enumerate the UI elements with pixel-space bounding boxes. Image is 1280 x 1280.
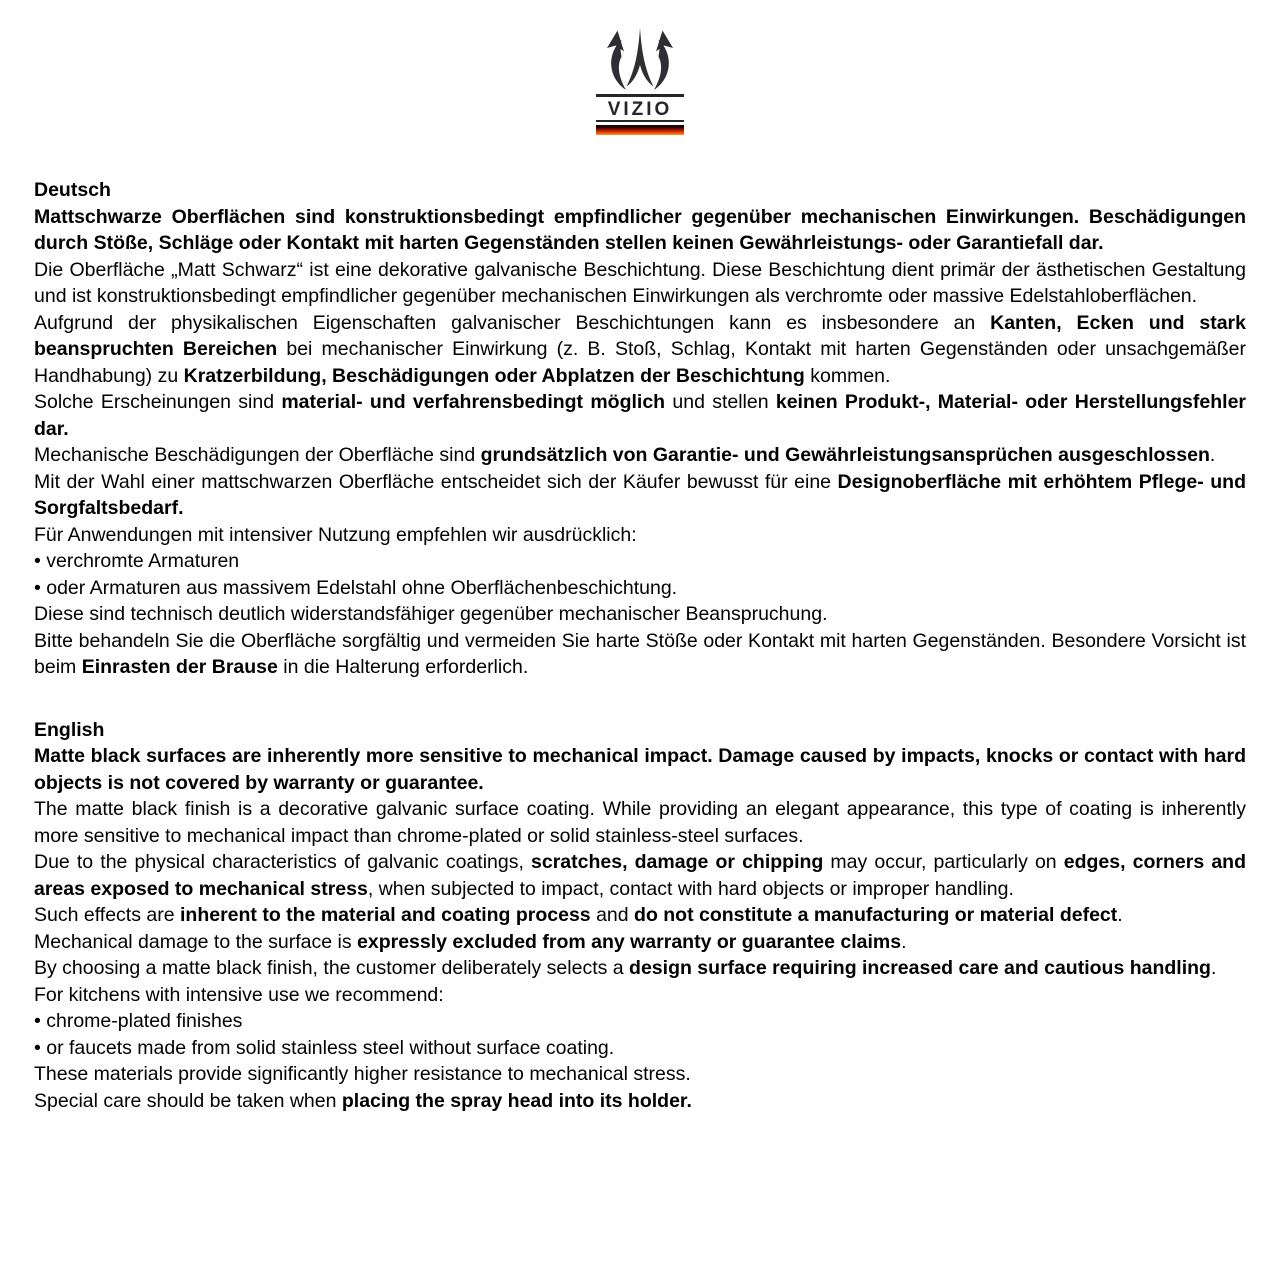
text-run: Die Oberfläche „Matt Schwarz“ ist eine dekorative galvanische Beschichtung. Diese Beschichtung dient primär der ästhetischen Gestaltung und ist konstruktionsbedingt empfindlicher gegenüber mechanischen Einwirkungen als verchromte oder massive Edelstahloberflächen. xyxy=(34,258,1246,307)
paragraph xyxy=(34,1035,1246,1062)
text-run: in die Halterung erforderlich. xyxy=(277,656,529,678)
paragraph xyxy=(34,628,1246,681)
bold-text-run: Designoberfläche mit erhöhtem Pflege- und Sorgfaltsbedarf. xyxy=(34,470,1246,519)
paragraph xyxy=(34,442,1246,469)
bold-text-run: Kratzerbildung, Beschädigungen oder Abplatzen der Beschichtung xyxy=(183,364,805,387)
text-run: • chrome-plated finishes xyxy=(34,1010,243,1032)
bold-text-run: grundsätzlich von Garantie- und Gewährleistungsansprüchen ausgeschlossen xyxy=(480,444,1210,466)
text-run: bei mechanischer Einwirkung (z. B. Stoß, Schlag, Kontakt mit harten Gegenständen oder unsachgemäßer Handhabung) zu xyxy=(34,338,1246,387)
text-run: Mechanische Beschädigungen der Oberfläche sind xyxy=(34,444,481,466)
text-run: • verchromte Armaturen xyxy=(34,550,240,572)
document-sections xyxy=(0,177,1280,1114)
bold-text-run: keinen Produkt-, Material- oder Herstellungsfehler dar. xyxy=(34,391,1247,440)
paragraph xyxy=(34,982,1246,1009)
bold-text-run: Kanten, Ecken und stark beanspruchten Bereichen xyxy=(34,311,1246,360)
bold-text-run: Einrasten der Brause xyxy=(81,656,278,678)
bold-text-run: design surface requiring increased care and cautious handling xyxy=(629,957,1211,979)
text-run: kommen. xyxy=(804,364,891,387)
text-run: Aufgrund der physikalischen Eigenschaften galvanischer Beschichtungen kann es insbesondere an xyxy=(34,311,991,334)
text-run: Due to the physical characteristics of galvanic coatings, xyxy=(34,851,532,873)
bold-text-run: inherent to the material and coating process xyxy=(179,904,591,926)
text-run: Such effects are xyxy=(34,904,180,926)
section-heading: English xyxy=(34,718,105,741)
text-run: Für Anwendungen mit intensiver Nutzung empfehlen wir ausdrücklich: xyxy=(34,523,637,546)
bold-text-run: material- und verfahrensbedingt möglich xyxy=(281,391,666,413)
paragraph xyxy=(34,929,1246,956)
paragraph xyxy=(34,1008,1246,1035)
text-run: Diese sind technisch deutlich widerstandsfähiger gegenüber mechanischer Beanspruchung. xyxy=(34,603,828,625)
brand-logo xyxy=(595,28,685,135)
text-run: These materials provide significantly higher resistance to mechanical stress. xyxy=(34,1063,691,1085)
bold-text-run: placing the spray head into its holder. xyxy=(341,1089,692,1112)
paragraph xyxy=(34,389,1246,442)
crown-trident-icon xyxy=(596,28,684,94)
paragraph xyxy=(34,257,1246,310)
paragraph xyxy=(34,548,1246,575)
text-run: may occur, particularly on xyxy=(823,851,1064,873)
text-run: Bitte behandeln Sie die Oberfläche sorgfältig und vermeiden Sie harte Stöße oder Kontakt mit harten Gegenständen. Besondere Vorsicht ist beim xyxy=(34,629,1246,678)
text-run: • oder Armaturen aus massivem Edelstahl ohne Oberflächenbeschichtung. xyxy=(34,576,678,599)
text-run: The matte black finish is a decorative galvanic surface coating. While providing an elegant appearance, this type of coating is inherently more sensitive to mechanical impact than chrome-plated or solid stainless-steel surfaces. xyxy=(34,798,1246,847)
bold-text-run: do not constitute a manufacturing or material defect xyxy=(634,904,1118,926)
text-run: Solche Erscheinungen sind xyxy=(34,391,282,413)
paragraph xyxy=(34,522,1246,549)
paragraph xyxy=(34,204,1246,257)
bold-text-run: expressly excluded from any warranty or guarantee claims xyxy=(357,930,902,953)
paragraph xyxy=(34,1088,1246,1115)
text-run: For kitchens with intensive use we recommend: xyxy=(34,983,444,1006)
text-run: Mechanical damage to the surface is xyxy=(34,930,358,953)
paragraph xyxy=(34,955,1246,982)
bold-text-run: scratches, damage or chipping xyxy=(531,851,824,873)
text-run: • or faucets made from solid stainless steel without surface coating. xyxy=(34,1036,615,1059)
paragraph xyxy=(34,310,1246,390)
text-run: . xyxy=(1210,957,1217,979)
paragraph xyxy=(34,601,1246,628)
brand-wordmark: VIZIO xyxy=(596,94,684,122)
text-run: and xyxy=(590,904,635,926)
paragraph xyxy=(34,469,1246,522)
paragraph xyxy=(34,743,1246,796)
paragraph xyxy=(34,1061,1246,1088)
paragraph xyxy=(34,796,1246,849)
text-run: Special care should be taken when xyxy=(34,1089,342,1112)
bold-text-run: Matte black surfaces are inherently more sensitive to mechanical impact. Damage caused by impacts, knocks or contact with hard objects is not covered by warranty or guarantee. xyxy=(34,745,1246,794)
gradient-bar xyxy=(596,125,684,135)
text-run: und stellen xyxy=(665,391,776,413)
text-run: . xyxy=(1117,904,1123,926)
bold-text-run: Mattschwarze Oberflächen sind konstruktionsbedingt empfindlicher gegenüber mechanischen Einwirkungen. Beschädigungen durch Stöße, Schläge oder Kontakt mit harten Gegenständen stellen keinen Gewährleistungs- oder Garantiefall dar. xyxy=(34,205,1246,254)
paragraph xyxy=(34,902,1246,929)
paragraph xyxy=(34,849,1246,902)
text-section xyxy=(34,177,1246,681)
text-run: . xyxy=(1209,444,1216,466)
text-run: . xyxy=(901,930,907,953)
paragraph xyxy=(34,575,1246,602)
text-run: By choosing a matte black finish, the customer deliberately selects a xyxy=(34,957,630,979)
bold-text-run: edges, corners and areas exposed to mechanical stress xyxy=(34,851,1246,900)
section-heading: Deutsch xyxy=(34,179,111,201)
text-run: Mit der Wahl einer mattschwarzen Oberfläche entscheidet sich der Käufer bewusst für eine xyxy=(34,470,838,493)
text-run: , when subjected to impact, contact with hard objects or improper handling. xyxy=(367,877,1014,900)
text-section xyxy=(34,717,1246,1115)
